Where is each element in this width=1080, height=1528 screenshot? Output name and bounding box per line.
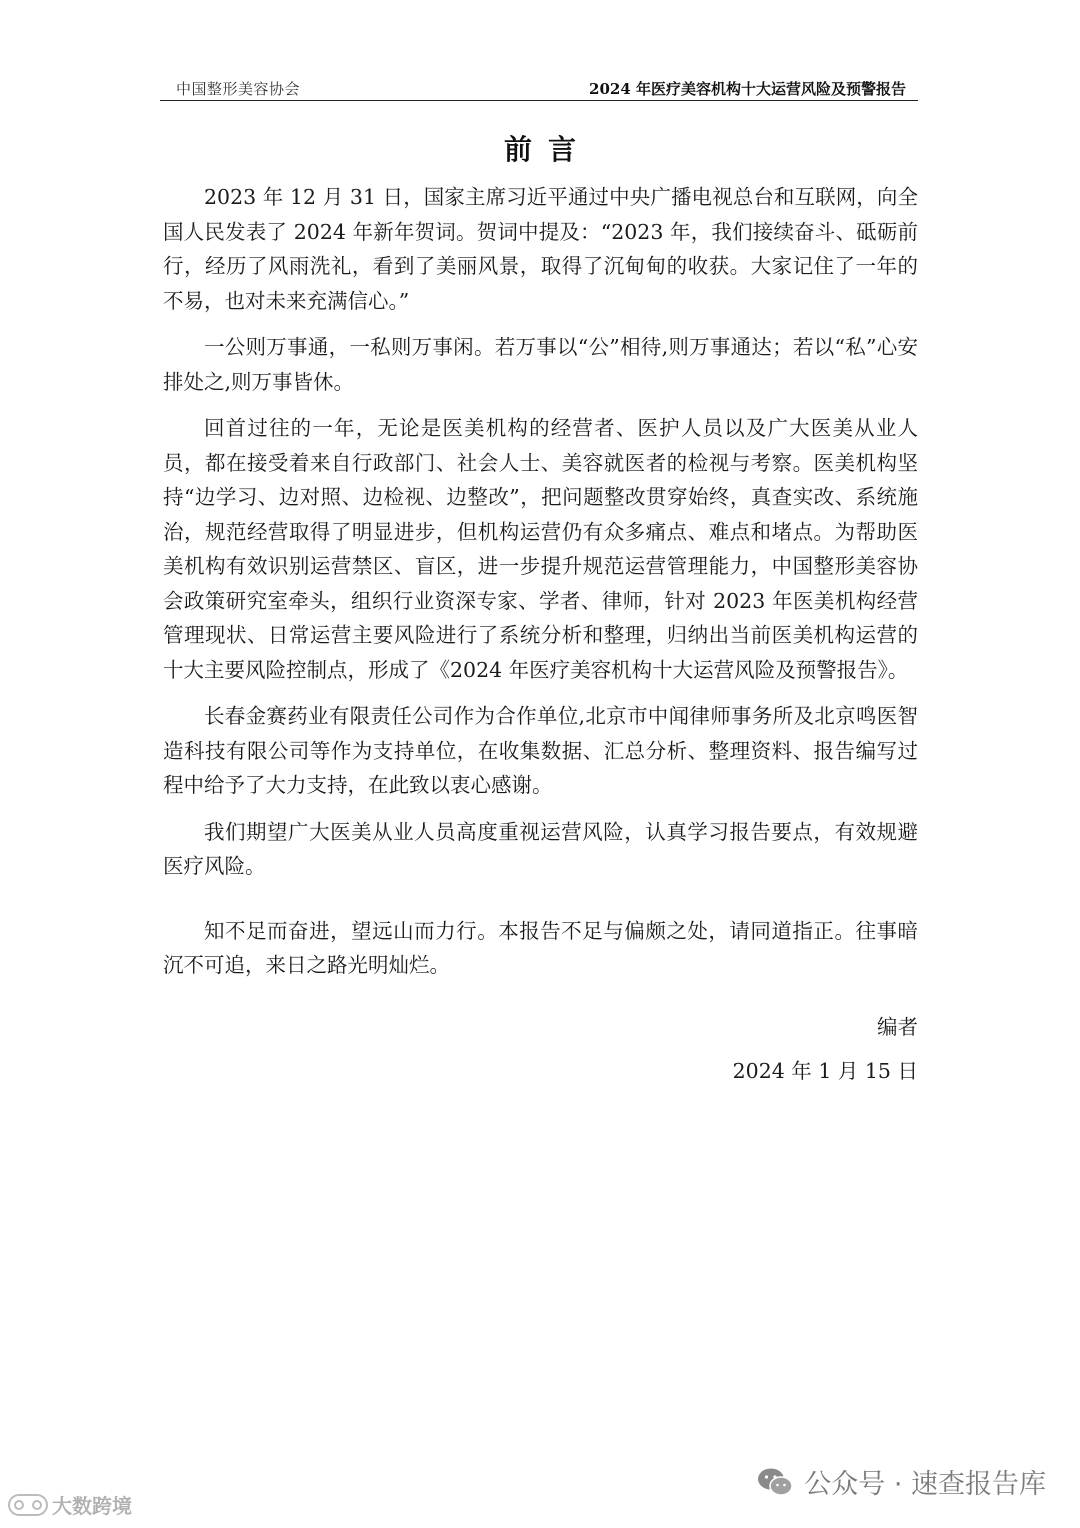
watermark-right xyxy=(756,1462,1046,1501)
paragraph-expectation: 我们期望广大医美从业人员高度重视运营风险，认真学习报告要点，有效规避医疗风险。 xyxy=(163,819,918,878)
signature-date: 2024 年 1 月 15 日 xyxy=(732,1059,918,1083)
watermark-left xyxy=(8,1490,132,1519)
watermark-left-text: 大数跨境 xyxy=(52,1494,132,1518)
paragraph-acknowledgement: 长春金赛药业有限责任公司作为合作单位,北京市中闻律师事务所及北京鸣医智造科技有限公司等作为支持单位，在收集数据、汇总分析、整理资料、报告编写过程中给予了大力支持，在此致以衷心感谢。 xyxy=(163,704,918,797)
paragraph-closing: 知不足而奋进，望远山而力行。本报告不足与偏颇之处，请同道指正。往事暗沉不可追，来日之路光明灿烂。 xyxy=(163,918,918,977)
header-organization: 中国整形美容协会 xyxy=(176,80,301,98)
paragraph-review: 回首过往的一年，无论是医美机构的经营者、医护人员以及广大医美从业人员，都在接受着来自行政部门、社会人士、美容就医者的检视与考察。医美机构坚持“边学习、边对照、边检视、边整改”，把问题整改贯穿始终，真查实改、系统施治，规范经营取得了明显进步，但机构运营仍有众多痛点、难点和堵点。为帮助医美机构有效识别运营禁区、盲区，进一步提升规范运营管理能力，中国整形美容协会政策研究室牵头，组织行业资深专家、学者、律师，针对 2023 年医美机构经营管理现状、日常运营主要风险进行了系统分析和整理，归纳出当前医美机构运营的十大主要风险控制点，形成了《2024 年医疗美容机构十大运营风险及预警报告》。 xyxy=(163,416,918,682)
page-title: 前言 xyxy=(503,133,592,166)
paragraph-new-year-address: 2023 年 12 月 31 日，国家主席习近平通过中央广播电视总台和互联网，向全国人民发表了 2024 年新年贺词。贺词中提及：“2023 年，我们接续奋斗、砥砺前行，经历了风雨洗礼，看到了美丽风景，取得了沉甸甸的收获。大家记住了一年的不易，也对未来充满信心。” xyxy=(163,185,918,313)
wechat-icon xyxy=(756,1466,794,1498)
header-report-title: 2024 年医疗美容机构十大运营风险及预警报告 xyxy=(589,80,906,98)
page-header xyxy=(160,74,918,101)
signature-editor: 编者 xyxy=(877,1015,918,1039)
glasses-logo-icon xyxy=(8,1494,48,1516)
watermark-right-text: 公众号 · 速查报告库 xyxy=(804,1469,1046,1500)
paragraph-public-private: 一公则万事通，一私则万事闲。若万事以“公”相待,则万事通达；若以“私”心安排处之,则万事皆休。 xyxy=(163,335,918,394)
preface-body xyxy=(163,180,918,995)
